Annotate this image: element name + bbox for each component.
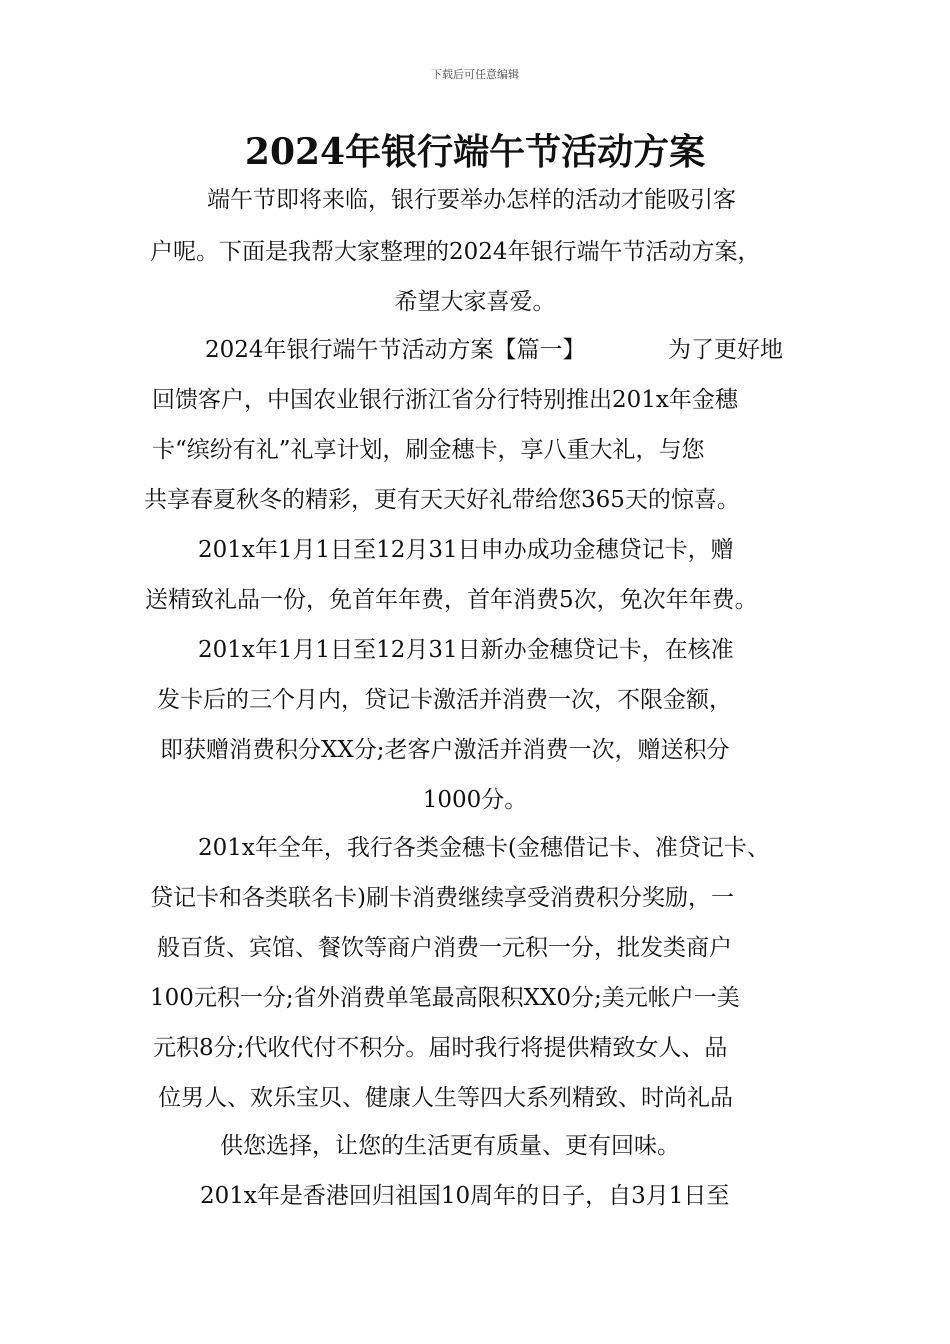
paragraph-line: 1000分。 <box>422 787 528 813</box>
section-heading: 2024年银行端午节活动方案【篇一】 <box>205 337 586 363</box>
paragraph-line: 201x年是香港回归祖国10周年的日子，自3月1日至 <box>200 1183 730 1209</box>
paragraph-line: 100元积一分;省外消费单笔最高限积XX0分;美元帐户一美 <box>150 985 740 1011</box>
paragraph-line: 卡“缤纷有礼”礼享计划，刷金穗卡，享八重大礼，与您 <box>152 437 705 463</box>
paragraph-line: 户呢。下面是我帮大家整理的2024年银行端午节活动方案， <box>150 239 761 265</box>
paragraph-line: 般百货、宾馆、餐饮等商户消费一元积一分，批发类商户 <box>157 935 732 961</box>
paragraph-line: 即获赠消费积分XX分;老客户激活并消费一次，赠送积分 <box>160 737 730 763</box>
document-title: 2024年银行端午节活动方案 <box>244 131 706 173</box>
paragraph-line: 希望大家喜爱。 <box>394 289 556 315</box>
paragraph-line: 端午节即将来临，银行要举办怎样的活动才能吸引客 <box>207 187 736 213</box>
paragraph-line: 回馈客户，中国农业银行浙江省分行特别推出201x年金穗 <box>152 387 738 413</box>
paragraph-line: 元积8分;代收代付不积分。届时我行将提供精致女人、品 <box>153 1035 728 1061</box>
paragraph-line: 201x年1月1日至12月31日申办成功金穗贷记卡，赠 <box>198 537 734 563</box>
paragraph-line: 送精致礼品一份，免首年年费，首年消费5次，免次年年费。 <box>145 587 758 613</box>
header-note: 下载后可任意编辑 <box>431 68 519 81</box>
paragraph-line: 发卡后的三个月内，贷记卡激活并消费一次，不限金额， <box>157 687 732 713</box>
paragraph-line: 贷记卡和各类联名卡)刷卡消费继续享受消费积分奖励，一 <box>150 885 734 911</box>
paragraph-line: 位男人、欢乐宝贝、健康人生等四大系列精致、时尚礼品 <box>158 1085 733 1111</box>
paragraph-line: 共享春夏秋冬的精彩，更有天天好礼带给您365天的惊喜。 <box>144 487 740 513</box>
paragraph-line: 201x年1月1日至12月31日新办金穗贷记卡，在核准 <box>198 637 734 663</box>
paragraph-line: 为了更好地 <box>668 337 783 363</box>
paragraph-line: 供您选择，让您的生活更有质量、更有回味。 <box>220 1133 680 1159</box>
paragraph-line: 201x年全年，我行各类金穗卡(金穗借记卡、准贷记卡、 <box>198 835 770 861</box>
